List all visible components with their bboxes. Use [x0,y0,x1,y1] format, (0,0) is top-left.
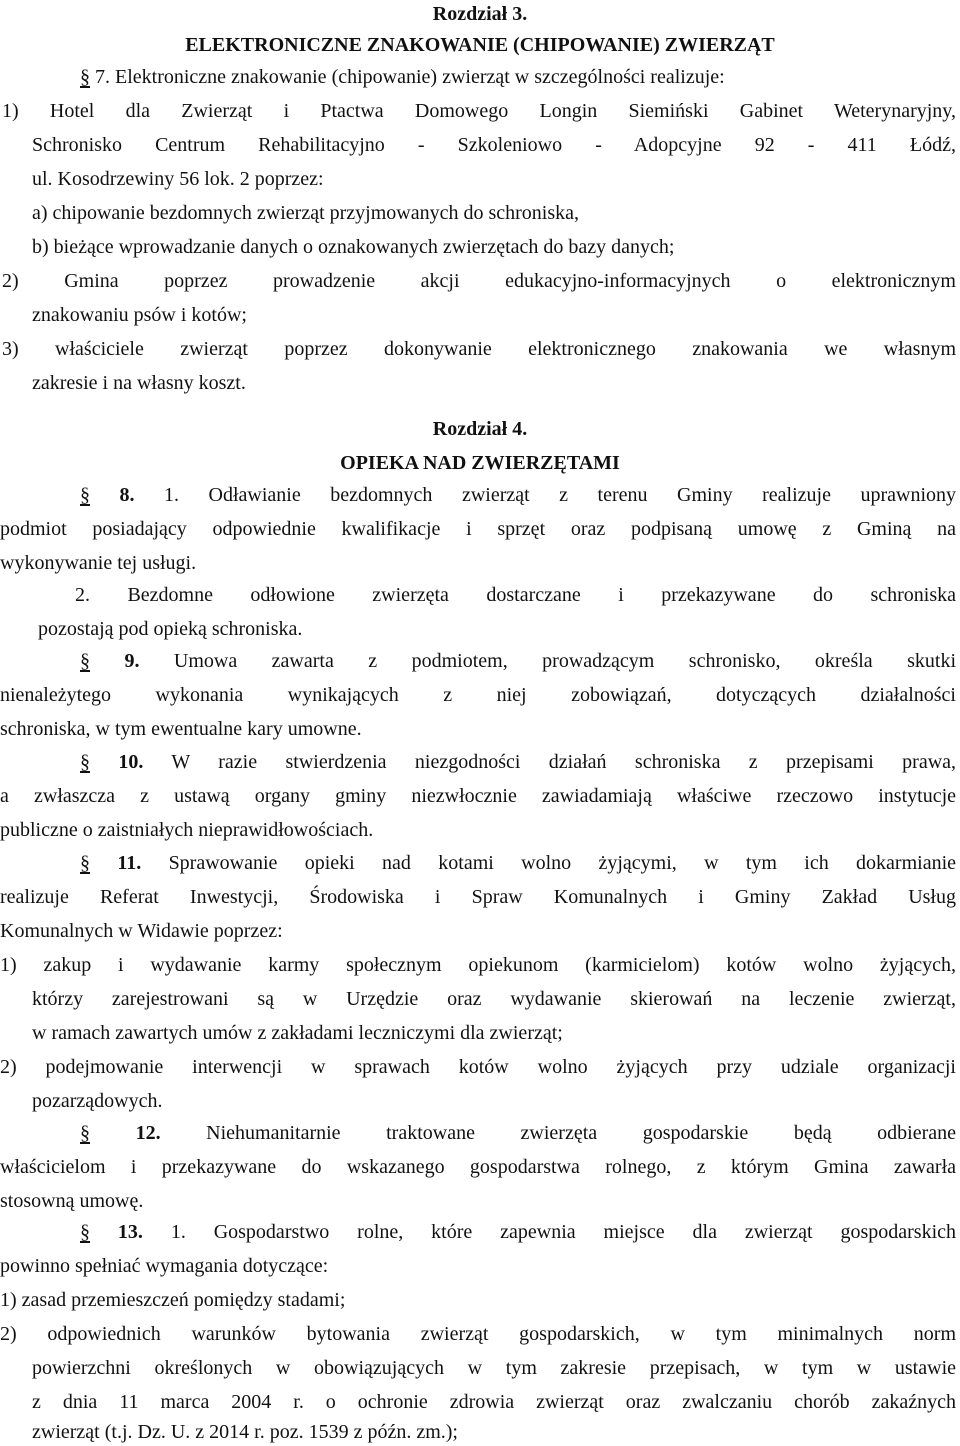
para7-sub-a: a) chipowanie bezdomnych zwierząt przyjmowanych do schroniska, [32,202,580,224]
para8-line1 [80,481,956,509]
section-mark: § [80,1221,90,1243]
chapter4-heading: Rozdział 4. [432,418,528,440]
para13-item2-line4: zwierząt (t.j. Dz. U. z 2014 r. poz. 1539 z późn. zm.); [32,1421,458,1443]
para8-line4: 2. Bezdomne odłowione zwierzęta dostarczane i przekazywane do schroniska [75,584,956,606]
para7-item2-line1: 2) Gmina poprzez prowadzenie akcji edukacyjno-informacyjnych o elektronicznym [2,270,956,292]
section-mark: § [80,751,90,773]
para7-intro-line [80,63,960,91]
para9-line2: nienależytego wykonania wynikających z niej zobowiązań, dotyczących działalności [0,684,956,706]
para8-line3: wykonywanie tej usługi. [0,552,197,574]
para11-text1: Sprawowanie opieki nad kotami wolno żyjącymi, w tym ich dokarmianie [168,852,957,874]
para7-item3-line1: 3) właściciele zwierząt poprzez dokonywanie elektronicznego znakowania we własnym [2,338,956,360]
para7-number: 7. [95,66,110,88]
para12-text1: Niehumanitarnie traktowane zwierzęta gospodarskie będą odbierane [206,1122,957,1144]
para12-line3: stosowną umowę. [0,1190,144,1212]
section-mark: § [80,1122,90,1144]
para11-item1-line3: w ramach zawartych umów z zakładami leczniczymi dla zwierząt; [32,1022,563,1044]
para8-line2: podmiot posiadający odpowiednie kwalifikacje i sprzęt oraz podpisaną umowę z Gminą na [0,518,956,540]
para13-item2-line3: z dnia 11 marca 2004 r. o ochronie zdrowia zwierząt oraz zwalczaniu chorób zakaźnych [32,1391,956,1413]
para7-item3-line2: zakresie i na własny koszt. [32,372,246,394]
para8-number: 8. [119,484,135,506]
para11-item2-line2: pozarządowych. [32,1090,163,1112]
para12-line2: właścicielom i przekazywane do wskazanego gospodarstwa rolnego, z którym Gmina zawarła [0,1156,956,1178]
para13-item2-line1: 2) odpowiednich warunków bytowania zwierząt gospodarskich, w tym minimalnych norm [0,1323,956,1345]
chapter4-title: OPIEKA NAD ZWIERZĘTAMI [340,452,620,474]
para7-item1-line1: 1) Hotel dla Zwierząt i Ptactwa Domowego Longin Siemiński Gabinet Weterynaryjny, [2,100,956,122]
para10-line2: a zwłaszcza z ustawą organy gminy niezwłocznie zawiadamiają właściwe rzeczowo instytucje [0,785,956,807]
para8-line5: pozostają pod opieką schroniska. [38,618,303,640]
para9-number: 9. [124,650,140,672]
para11-item1-line1: 1) zakup i wydawanie karmy społecznym opiekunom (karmicielom) kotów wolno żyjących, [0,954,956,976]
para13-number: 13. [117,1221,143,1243]
para13-item1: 1) zasad przemieszczeń pomiędzy stadami; [0,1289,346,1311]
para11-item1-line2: którzy zarejestrowani są w Urzędzie oraz wydawanie skierowań na leczenie zwierząt, [32,988,956,1010]
para7-sub-b: b) bieżące wprowadzanie danych o oznakowanych zwierzętach do bazy danych; [32,236,675,258]
para11-line2: realizuje Referat Inwestycji, Środowiska i Spraw Komunalnych i Gminy Zakład Usług [0,886,956,908]
para11-item2-line1: 2) podejmowanie interwencji w sprawach kotów wolno żyjących przy udziale organizacji [0,1056,956,1078]
section-mark: § [80,66,90,88]
para12-number: 12. [135,1122,161,1144]
chapter3-heading: Rozdział 3. [432,3,528,25]
para13-line2: powinno spełniać wymagania dotyczące: [0,1255,329,1277]
para9-text1: Umowa zawarta z podmiotem, prowadzącym schronisko, określa skutki [173,650,957,672]
para11-line1 [80,849,956,877]
para13-item2-line2: powierzchni określonych w obowiązujących w tym zakresie przepisach, w tym w ustawie [32,1357,956,1379]
para10-line3: publiczne o zaistniałych nieprawidłowościach. [0,819,374,841]
para7-item2-line2: znakowaniu psów i kotów; [32,304,247,326]
para13-text1: 1. Gospodarstwo rolne, które zapewnia miejsce dla zwierząt gospodarskich [170,1221,957,1243]
para8-text1: 1. Odławianie bezdomnych zwierząt z terenu Gminy realizuje uprawniony [164,484,956,506]
para13-line1 [80,1218,956,1246]
para9-line1 [80,647,956,675]
para10-number: 10. [118,751,144,773]
para12-line1 [80,1119,956,1147]
para7-intro: Elektroniczne znakowanie (chipowanie) zwierząt w szczególności realizuje: [115,66,725,88]
chapter3-title: ELEKTRONICZNE ZNAKOWANIE (CHIPOWANIE) ZWIERZĄT [185,34,775,56]
section-mark: § [80,484,90,506]
para7-item1-line3: ul. Kosodrzewiny 56 lok. 2 poprzez: [32,168,324,190]
section-mark: § [80,650,90,672]
section-mark: § [80,852,90,874]
para10-line1 [80,748,956,776]
para7-item1-line2: Schronisko Centrum Rehabilitacyjno - Szkoleniowo - Adopcyjne 92 - 411 Łódź, [32,134,956,156]
para10-text1: W razie stwierdzenia niezgodności działań schroniska z przepisami prawa, [171,751,957,773]
para11-number: 11. [117,852,142,874]
para9-line3: schroniska, w tym ewentualne kary umowne. [0,718,362,740]
para11-line3: Komunalnych w Widawie poprzez: [0,920,283,942]
